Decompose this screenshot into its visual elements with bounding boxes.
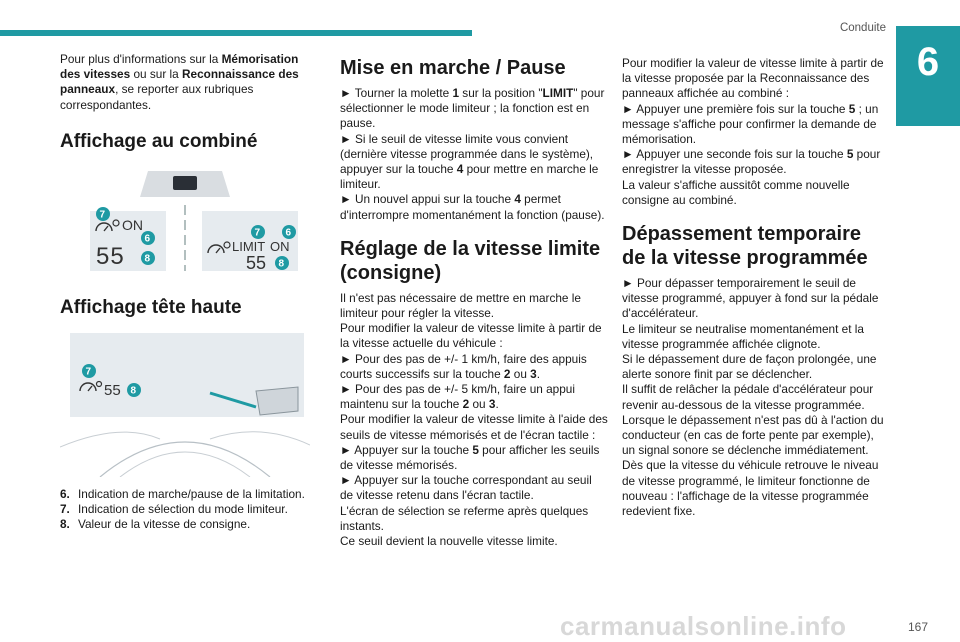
paragraph: Pour modifier la valeur de vitesse limite à partir de la vitesse actuelle du véhicule :	[340, 321, 602, 351]
svg-text:8: 8	[144, 253, 151, 265]
hud-speed-value: 55	[104, 381, 121, 399]
left-speed-value: 55	[96, 242, 125, 270]
paragraph: ► Tourner la molette 1 sur la position "LIMIT" pour sélectionner le mode limiteur ; la fonction est en pause.	[340, 86, 605, 131]
paragraph: ► Pour des pas de +/- 1 km/h, faire des appuis courts successifs sur la touche 2 ou 3.	[340, 351, 587, 381]
paragraph: Lorsque le dépassement n'est pas dû à l'action du conducteur (en cas de forte pente par exemple), un signal sonore se déclenche immédiatement.	[622, 412, 884, 458]
svg-text:7: 7	[99, 209, 106, 221]
paragraph: ► Si le seuil de vitesse limite vous convient (dernière vitesse programmée dans le système), appuyer sur la touche 4 pour mettre en marche le limiteur.	[340, 131, 599, 192]
paragraph: Dès que la vitesse du véhicule retrouve le niveau de vitesse programmé, le limiteur fonctionne de nouveau : l'affichage de la vitesse programmée redevient fixe.	[622, 458, 879, 519]
svg-text:6: 6	[285, 227, 292, 239]
paragraph: Il n'est pas nécessaire de mettre en marche le limiteur pour régler la vitesse.	[340, 290, 581, 321]
header-accent-bar	[0, 30, 472, 36]
paragraph: Pour modifier la valeur de vitesse limite à partir de la vitesse proposée par la Reconnaissance des panneaux affichée au combiné :	[622, 56, 884, 101]
paragraph: ► Pour dépasser temporairement le seuil de vitesse programmé, appuyer à fond sur la pédale d'accélérateur.	[622, 276, 879, 321]
intro-paragraph: Pour plus d'informations sur la Mémorisation des vitesses ou sur la Reconnaissance des panneaux, se reporter aux rubriques correspondantes.	[60, 52, 299, 112]
paragraph: ► Appuyer une première fois sur la touche 5 ; un message s'affiche pour confirmer la demande de mémorisation.	[622, 101, 879, 147]
steering-wheel-icon	[100, 442, 270, 477]
column-2	[340, 52, 608, 549]
hud-screen-icon	[256, 387, 298, 415]
paragraph: Il suffit de relâcher la pédale d'accélérateur pour revenir au-dessous de la vitesse programmée.	[622, 382, 874, 412]
paragraph: La valeur s'affiche aussitôt comme nouvelle consigne au combiné.	[622, 177, 850, 207]
heading-affichage-combine: Affichage au combiné	[60, 130, 258, 152]
legend-list	[60, 487, 310, 533]
watermark: carmanualsonline.info	[560, 611, 847, 641]
cluster-figure	[60, 163, 310, 281]
svg-text:7: 7	[254, 227, 261, 239]
legend-item: 6. Indication de marche/pause de la limitation.	[60, 486, 305, 501]
paragraph: ► Pour des pas de +/- 5 km/h, faire un appui maintenu sur la touche 2 ou 3.	[340, 382, 575, 412]
svg-text:7: 7	[85, 366, 92, 378]
heading-affichage-tete-haute: Affichage tête haute	[60, 296, 242, 318]
paragraph: ► Appuyer sur la touche correspondant au seuil de vitesse retenu dans l'écran tactile.	[340, 473, 592, 503]
heading-depassement: Dépassement temporaire de la vitesse programmée	[622, 223, 868, 270]
right-limit-text: LIMIT	[232, 238, 266, 254]
legend-item: 7. Indication de sélection du mode limiteur.	[60, 502, 288, 517]
paragraph: ► Appuyer sur la touche 5 pour afficher les seuils de vitesse mémorisés.	[340, 442, 600, 473]
legend-item: 8. Valeur de la vitesse de consigne.	[60, 517, 251, 532]
paragraph: Le limiteur se neutralise momentanément et la vitesse programmée affichée clignote.	[622, 321, 864, 351]
cluster-screen-icon	[173, 176, 197, 190]
svg-text:6: 6	[144, 233, 151, 245]
paragraph: ► Appuyer une seconde fois sur la touche 5 pour enregistrer la vitesse proposée.	[622, 147, 881, 177]
paragraph: Ce seuil devient la nouvelle vitesse limite.	[340, 534, 558, 549]
right-on-text: ON	[270, 238, 290, 254]
hud-figure	[60, 327, 310, 477]
page-number: 167	[907, 620, 928, 634]
column-3	[622, 52, 888, 519]
paragraph: Pour modifier la valeur de vitesse limite à l'aide des seuils de vitesse mémorisés et de l'écran tactile :	[340, 412, 608, 442]
heading-reglage: Réglage de la vitesse limite (consigne)	[340, 237, 601, 284]
paragraph: ► Un nouvel appui sur la touche 4 permet d'interrompre momentanément la fonction (pause).	[340, 192, 605, 222]
svg-text:8: 8	[278, 258, 285, 270]
svg-text:8: 8	[130, 385, 137, 397]
paragraph: Si le dépassement dure de façon prolongée, une alerte sonore finit par se déclencher.	[622, 352, 877, 382]
section-title: Conduite	[839, 22, 886, 34]
chapter-tab: 6	[896, 26, 960, 126]
heading-mise-en-marche: Mise en marche / Pause	[340, 57, 566, 79]
left-on-text: ON	[122, 216, 143, 233]
paragraph: L'écran de sélection se referme après quelques instants.	[340, 503, 589, 533]
right-speed-value: 55	[246, 252, 267, 273]
column-1	[60, 52, 310, 532]
